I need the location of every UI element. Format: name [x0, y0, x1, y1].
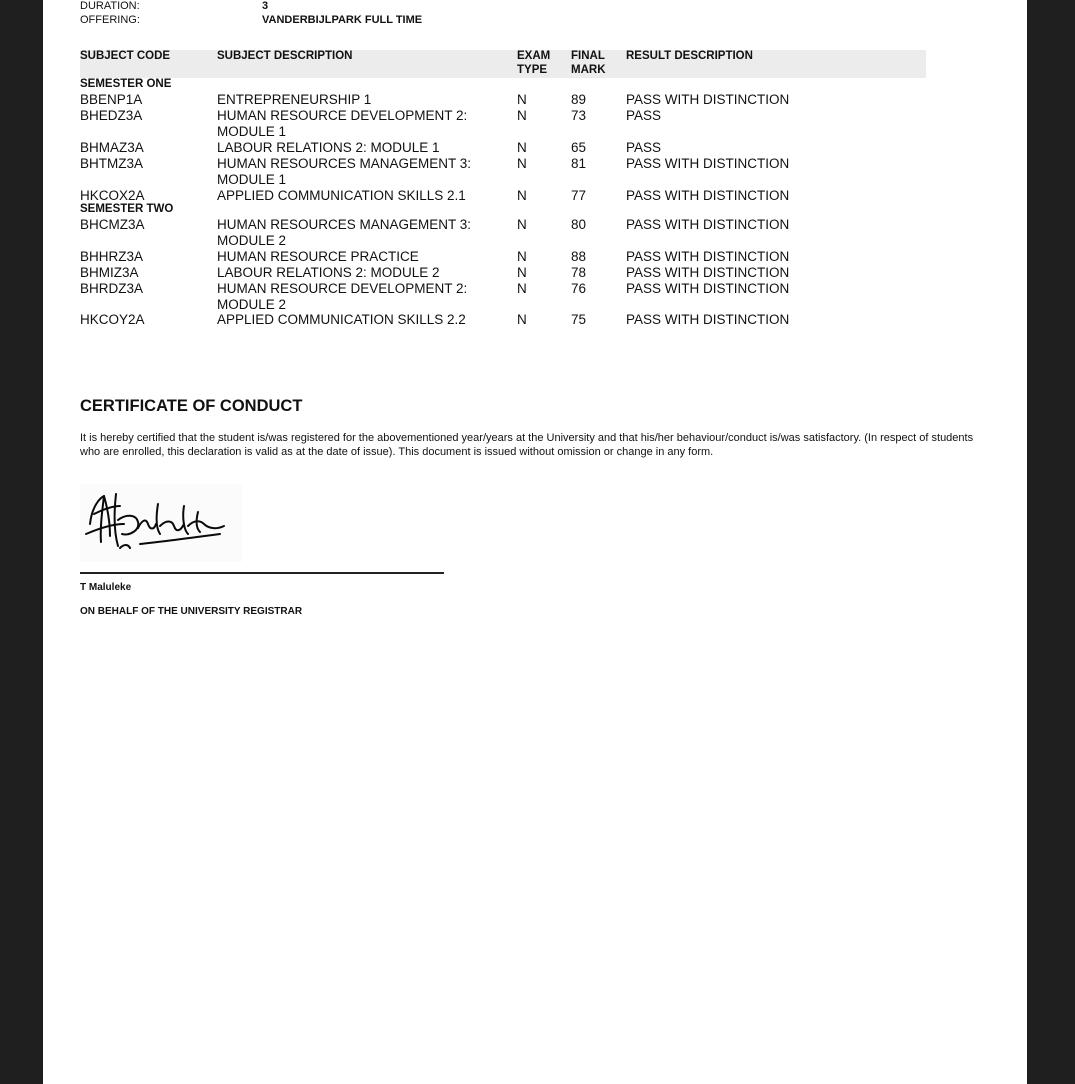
header-exam: EXAM: [517, 50, 551, 62]
row-code: BHTMZ3A: [80, 156, 144, 171]
row-exam-type: N: [517, 92, 527, 107]
row-exam-type: N: [517, 281, 527, 296]
row-description: HUMAN RESOURCE DEVELOPMENT 2:: [217, 281, 468, 296]
row-code: BHCMZ3A: [80, 217, 145, 232]
header-subject-description: SUBJECT DESCRIPTION: [217, 50, 353, 62]
header-mark: MARK: [571, 64, 606, 76]
row-final-mark: 80: [571, 217, 587, 232]
row-description: LABOUR RELATIONS 2: MODULE 1: [217, 140, 440, 155]
row-exam-type: N: [517, 188, 527, 203]
row-result: PASS WITH DISTINCTION: [626, 156, 790, 171]
header-subject-code: SUBJECT CODE: [80, 50, 171, 62]
document-page: [43, 0, 1027, 1084]
certificate-title: CERTIFICATE OF CONDUCT: [80, 397, 303, 415]
row-exam-type: N: [517, 217, 527, 232]
row-result: PASS: [626, 140, 662, 155]
row-final-mark: 89: [571, 92, 587, 107]
row-description-line-2: MODULE 1: [217, 124, 287, 139]
row-code: BHHRZ3A: [80, 249, 144, 264]
row-result: PASS WITH DISTINCTION: [626, 281, 790, 296]
duration-value: 3: [262, 0, 269, 12]
offering-label: OFFERING:: [80, 14, 140, 26]
row-description-line-2: MODULE 1: [217, 172, 287, 187]
row-exam-type: N: [517, 140, 527, 155]
row-description: LABOUR RELATIONS 2: MODULE 2: [217, 265, 440, 280]
row-final-mark: 75: [571, 312, 587, 327]
row-description-line-2: MODULE 2: [217, 233, 287, 248]
offering-value: VANDERBIJLPARK FULL TIME: [262, 14, 423, 26]
row-result: PASS WITH DISTINCTION: [626, 265, 790, 280]
duration-label: DURATION:: [80, 0, 140, 12]
row-final-mark: 88: [571, 249, 587, 264]
row-final-mark: 76: [571, 281, 587, 296]
row-result: PASS WITH DISTINCTION: [626, 188, 790, 203]
registrar-caption: ON BEHALF OF THE UNIVERSITY REGISTRAR: [80, 606, 303, 617]
row-result: PASS: [626, 108, 662, 123]
header-type: TYPE: [517, 64, 548, 76]
row-code: BBENP1A: [80, 92, 143, 107]
signature-image: [80, 484, 242, 562]
row-code: HKCOY2A: [80, 312, 145, 327]
row-exam-type: N: [517, 156, 527, 171]
row-description-line-2: MODULE 2: [217, 297, 287, 312]
row-result: PASS WITH DISTINCTION: [626, 249, 790, 264]
signatory-name: T Maluleke: [80, 582, 132, 593]
row-exam-type: N: [517, 312, 527, 327]
row-code: BHMAZ3A: [80, 140, 144, 155]
row-description: APPLIED COMMUNICATION SKILLS 2.2: [217, 312, 466, 327]
row-result: PASS WITH DISTINCTION: [626, 217, 790, 232]
row-description: HUMAN RESOURCES MANAGEMENT 3:: [217, 217, 472, 232]
row-code: BHRDZ3A: [80, 281, 144, 296]
semester-one-heading: SEMESTER ONE: [80, 78, 172, 90]
signature-line: [80, 572, 444, 574]
row-final-mark: 81: [571, 156, 587, 171]
row-exam-type: N: [517, 108, 527, 123]
row-description: APPLIED COMMUNICATION SKILLS 2.1: [217, 188, 466, 203]
row-description: ENTREPRENEURSHIP 1: [217, 92, 372, 107]
row-final-mark: 78: [571, 265, 587, 280]
row-final-mark: 77: [571, 188, 587, 203]
row-result: PASS WITH DISTINCTION: [626, 92, 790, 107]
table-header-bar: [80, 50, 926, 78]
row-final-mark: 73: [571, 108, 587, 123]
header-result-description: RESULT DESCRIPTION: [626, 50, 753, 62]
row-code: BHEDZ3A: [80, 108, 143, 123]
row-result: PASS WITH DISTINCTION: [626, 312, 790, 327]
row-code: BHMIZ3A: [80, 265, 139, 280]
row-description: HUMAN RESOURCES MANAGEMENT 3:: [217, 156, 472, 171]
semester-two-heading: SEMESTER TWO: [80, 203, 174, 215]
row-final-mark: 65: [571, 140, 587, 155]
row-exam-type: N: [517, 249, 527, 264]
row-description: HUMAN RESOURCE PRACTICE: [217, 249, 419, 264]
row-code: HKCOX2A: [80, 188, 145, 203]
header-final: FINAL: [571, 50, 605, 62]
row-exam-type: N: [517, 265, 527, 280]
row-description: HUMAN RESOURCE DEVELOPMENT 2:: [217, 108, 468, 123]
certificate-body: It is hereby certified that the student is/was registered for the abovementioned year/years at the University and that his/her behaviour/conduct is/was satisfactory. (In respect of students who are enrolled, this declaration is valid as at the date of issue). This document is issued without omission or change in any form.: [80, 432, 974, 458]
